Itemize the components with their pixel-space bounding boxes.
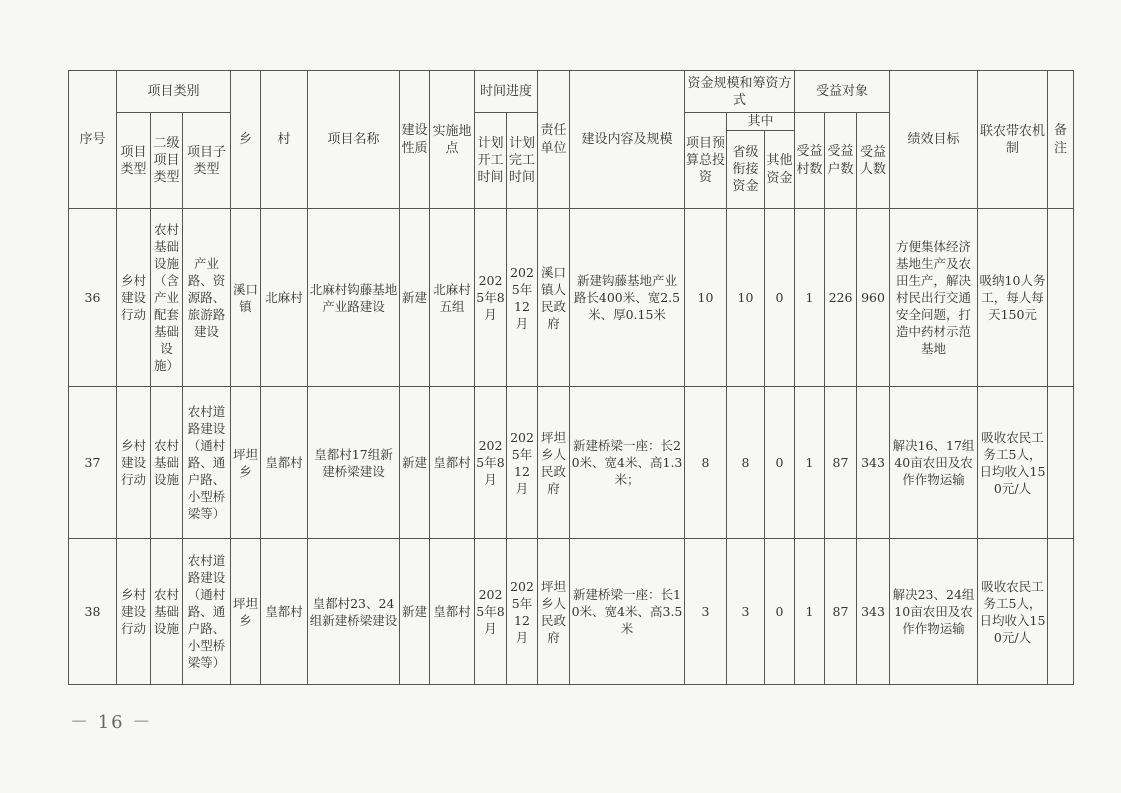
header-content: 建设内容及规模 [570,71,685,209]
cell-remark [1048,539,1074,685]
cell-b-households: 87 [825,387,857,539]
cell-name: 皇都村23、24组新建桥梁建设 [308,539,400,685]
header-nature: 建设性质 [400,71,430,209]
cell-village: 皇都村 [261,539,308,685]
cell-start: 2025年8月 [475,539,507,685]
cell-township: 坪坦乡 [231,539,261,685]
cell-goal: 方便集体经济基地生产及农田生产，解决村民出行交通安全问题，打造中药材示范基地 [890,209,978,387]
cell-other: 0 [765,387,795,539]
cell-name: 皇都村17组新建桥梁建设 [308,387,400,539]
header-start: 计划开工时间 [475,113,507,209]
cell-end: 2025年12月 [507,387,538,539]
cell-b-villages: 1 [795,209,825,387]
page-number: － 16 － [70,712,153,733]
header-cat-second: 二级项目类型 [151,113,183,209]
header-village: 村 [261,71,308,209]
header-unit: 责任单位 [538,71,570,209]
cell-b-villages: 1 [795,539,825,685]
header-of-which: 其中 [727,113,795,131]
cell-provincial: 8 [727,387,765,539]
cell-budget: 10 [685,209,727,387]
cell-nature: 新建 [400,387,430,539]
cell-type: 乡村建设行动 [117,209,151,387]
cell-start: 2025年8月 [475,387,507,539]
cell-content: 新建桥梁一座：长20米、宽4米、高1.3米； [570,387,685,539]
cell-mechanism: 吸收农民工务工5人，日均收入150元/人 [978,539,1048,685]
cell-goal: 解决23、24组10亩农田及农作作物运输 [890,539,978,685]
cell-second: 农村基础设施 [151,539,183,685]
cell-provincial: 3 [727,539,765,685]
cell-unit: 溪口镇人民政府 [538,209,570,387]
table-row [69,209,1074,387]
cell-seq: 38 [69,539,117,685]
header-township: 乡 [231,71,261,209]
cell-b-people: 343 [857,387,890,539]
header-end: 计划完工时间 [507,113,538,209]
cell-budget: 3 [685,539,727,685]
cell-seq: 36 [69,209,117,387]
header-funds-group: 资金规模和筹资方式 [685,71,795,113]
header-goal: 绩效目标 [890,71,978,209]
header-schedule-group: 时间进度 [475,71,538,113]
header-cat-sub: 项目子类型 [183,113,231,209]
cell-b-villages: 1 [795,387,825,539]
cell-remark [1048,387,1074,539]
header-cat-type: 项目类型 [117,113,151,209]
cell-b-households: 87 [825,539,857,685]
header-seq: 序号 [69,71,117,209]
cell-location: 北麻村五组 [430,209,475,387]
header-budget: 项目预算总投资 [685,113,727,209]
table-row [69,387,1074,539]
cell-end: 2025年12月 [507,209,538,387]
cell-b-people: 343 [857,539,890,685]
header-project-name: 项目名称 [308,71,400,209]
cell-remark [1048,209,1074,387]
cell-budget: 8 [685,387,727,539]
cell-sub: 农村道路建设（通村路、通户路、小型桥梁等） [183,387,231,539]
cell-content: 新建钩藤基地产业路长400米、宽2.5米、厚0.15米 [570,209,685,387]
header-rows [69,71,1074,209]
cell-nature: 新建 [400,209,430,387]
cell-provincial: 10 [727,209,765,387]
cell-mechanism: 吸纳10人务工，每人每天150元 [978,209,1048,387]
cell-township: 溪口镇 [231,209,261,387]
cell-nature: 新建 [400,539,430,685]
cell-type: 乡村建设行动 [117,539,151,685]
cell-unit: 坪坦乡人民政府 [538,539,570,685]
cell-b-people: 960 [857,209,890,387]
cell-location: 皇都村 [430,387,475,539]
cell-sub: 农村道路建设（通村路、通户路、小型桥梁等） [183,539,231,685]
cell-location: 皇都村 [430,539,475,685]
cell-mechanism: 吸收农民工务工5人，日均收入150元/人 [978,387,1048,539]
header-other: 其他资金 [765,131,795,209]
cell-other: 0 [765,539,795,685]
cell-start: 2025年8月 [475,209,507,387]
cell-unit: 坪坦乡人民政府 [538,387,570,539]
header-remark: 备注 [1048,71,1074,209]
cell-village: 皇都村 [261,387,308,539]
header-location: 实施地点 [430,71,475,209]
cell-township: 坪坦乡 [231,387,261,539]
cell-goal: 解决16、17组40亩农田及农作作物运输 [890,387,978,539]
header-provincial: 省级衔接资金 [727,131,765,209]
cell-b-households: 226 [825,209,857,387]
data-rows [69,209,1074,685]
header-b-households: 受益户数 [825,113,857,209]
table-row [69,539,1074,685]
cell-name: 北麻村钩藤基地产业路建设 [308,209,400,387]
cell-content: 新建桥梁一座：长10米、宽4米、高3.5米 [570,539,685,685]
cell-second: 农村基础设施（含产业配套基础设施） [151,209,183,387]
cell-village: 北麻村 [261,209,308,387]
project-table [68,70,1074,685]
cell-seq: 37 [69,387,117,539]
cell-type: 乡村建设行动 [117,387,151,539]
header-beneficiary-group: 受益对象 [795,71,890,113]
header-b-people: 受益人数 [857,113,890,209]
cell-other: 0 [765,209,795,387]
cell-end: 2025年12月 [507,539,538,685]
header-b-villages: 受益村数 [795,113,825,209]
cell-second: 农村基础设施 [151,387,183,539]
header-mechanism: 联农带农机制 [978,71,1048,209]
cell-sub: 产业路、资源路、旅游路建设 [183,209,231,387]
header-category-group: 项目类别 [117,71,231,113]
